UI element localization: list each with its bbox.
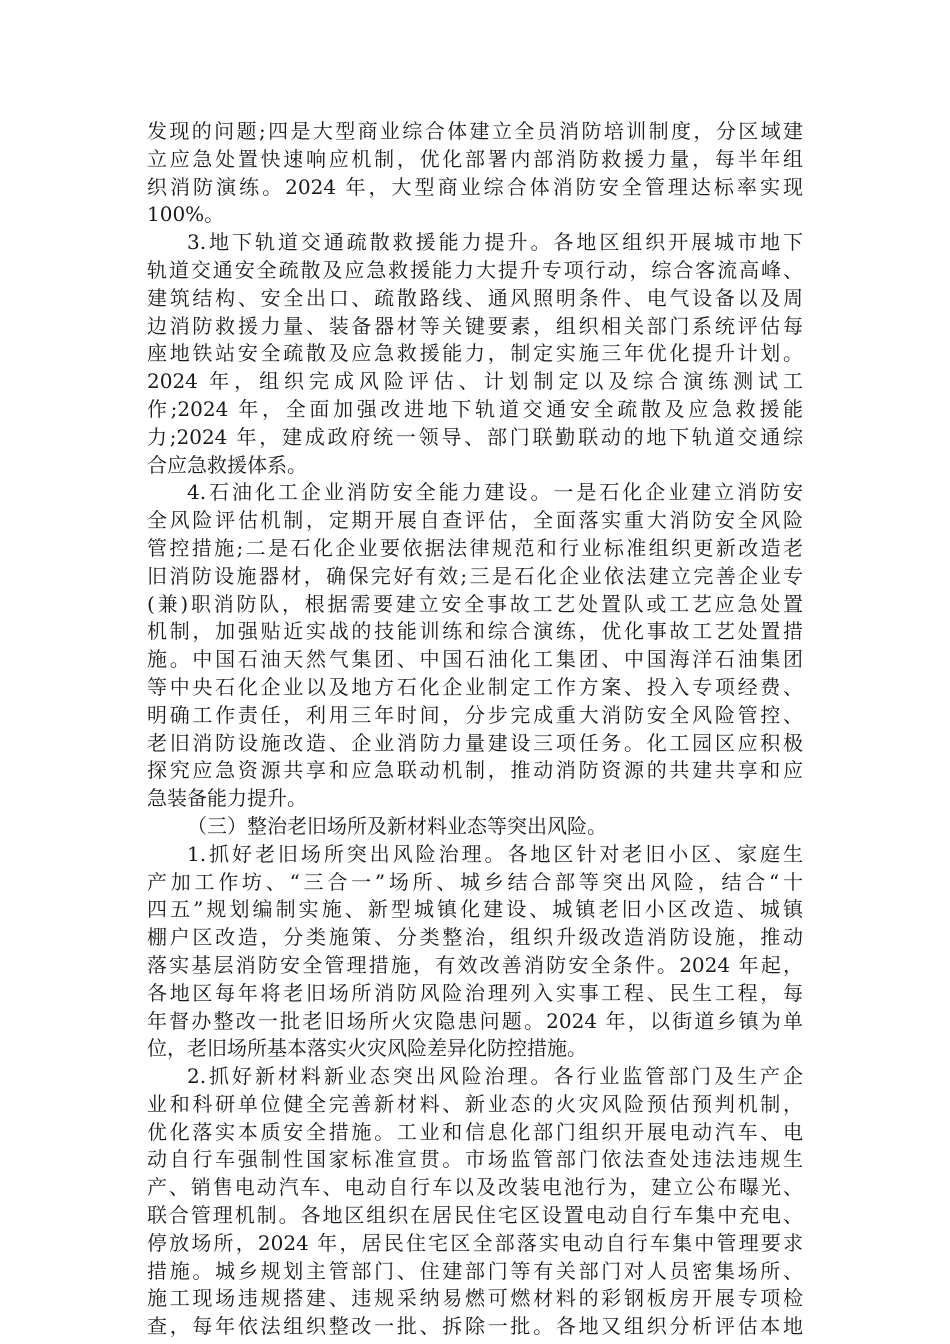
text-line: （三）整治老旧场所及新材料业态等突出风险。 — [187, 813, 607, 838]
text-line: 优化落实本质安全措施。工业和信息化部门组织开展电动汽车、电 — [147, 1119, 803, 1144]
text-line: 发现的问题;四是大型商业综合体建立全员消防培训制度，分区域建 — [147, 119, 803, 143]
text-line: 100%。 — [147, 202, 225, 227]
text-line: 联合管理机制。各地区组织在居民住宅区设置电动自行车集中充电、 — [147, 1203, 803, 1228]
text-line: 四五”规划编制实施、新型城镇化建设、城镇老旧小区改造、城镇 — [147, 897, 803, 922]
text-line: 探究应急资源共享和应急联动机制，推动消防资源的共建共享和应 — [147, 758, 803, 783]
text-line: (兼)职消防队，根据需要建立安全事故工艺处置队或工艺应急处置 — [147, 591, 803, 616]
text-line: 作;2024 年，全面加强改进地下轨道交通安全疏散及应急救援能 — [147, 396, 803, 421]
text-line: 急装备能力提升。 — [147, 786, 307, 811]
document-page — [147, 118, 803, 1341]
text-line: 全风险评估机制，定期开展自查评估，全面落实重大消防安全风险 — [147, 508, 803, 533]
text-line: 2024 年，组织完成风险评估、计划制定以及综合演练测试工 — [147, 369, 803, 394]
text-line: 查，每年依法组织整改一批、拆除一批。各地又组织分析评估本地 — [147, 1314, 803, 1339]
text-line: 立应急处置快速响应机制，优化部署内部消防救援力量，每半年组 — [147, 146, 803, 171]
text-line: 位，老旧场所基本落实火灾风险差异化防控措施。 — [147, 1036, 587, 1061]
text-line: 年督办整改一批老旧场所火灾隐患问题。2024 年，以街道乡镇为单 — [147, 1008, 803, 1033]
text-line: 合应急救援体系。 — [147, 452, 307, 477]
text-line: 3.地下轨道交通疏散救援能力提升。各地区组织开展城市地下 — [187, 230, 803, 255]
text-line: 轨道交通安全疏散及应急救援能力大提升专项行动，综合客流高峰、 — [147, 257, 803, 282]
text-line: 棚户区改造，分类施策、分类整治，组织升级改造消防设施，推动 — [147, 925, 803, 950]
text-line: 产、销售电动汽车、电动自行车以及改装电池行为，建立公布曝光、 — [147, 1175, 803, 1200]
text-line: 织消防演练。2024 年，大型商业综合体消防安全管理达标率实现 — [147, 174, 803, 199]
text-line: 措施。城乡规划主管部门、住建部门等有关部门对人员密集场所、 — [147, 1258, 803, 1283]
text-line: 机制，加强贴近实战的技能训练和综合演练，优化事故工艺处置措 — [147, 619, 803, 644]
text-line: 动自行车强制性国家标准宣贯。市场监管部门依法查处违法违规生 — [147, 1147, 803, 1172]
text-line: 落实基层消防安全管理措施，有效改善消防安全条件。2024 年起， — [147, 952, 803, 977]
text-line: 停放场所，2024 年，居民住宅区全部落实电动自行车集中管理要求 — [147, 1230, 803, 1255]
text-line: 座地铁站安全疏散及应急救援能力，制定实施三年优化提升计划。 — [147, 341, 803, 366]
text-line: 施工现场违规搭建、违规采纳易燃可燃材料的彩钢板房开展专项检 — [147, 1286, 803, 1311]
text-line: 老旧消防设施改造、企业消防力量建设三项任务。化工园区应积极 — [147, 730, 803, 755]
text-line: 4.石油化工企业消防安全能力建设。一是石化企业建立消防安 — [187, 480, 803, 505]
text-line: 施。中国石油天然气集团、中国石油化工集团、中国海洋石油集团 — [147, 647, 803, 672]
text-line: 力;2024 年，建成政府统一领导、部门联勤联动的地下轨道交通综 — [147, 424, 803, 449]
text-line: 业和科研单位健全完善新材料、新业态的火灾风险预估预判机制， — [147, 1091, 803, 1116]
text-line: 等中央石化企业以及地方石化企业制定工作方案、投入专项经费、 — [147, 674, 803, 699]
text-line: 2.抓好新材料新业态突出风险治理。各行业监管部门及生产企 — [187, 1064, 803, 1089]
text-line: 明确工作责任，利用三年时间，分步完成重大消防安全风险管控、 — [147, 702, 803, 727]
text-line: 1.抓好老旧场所突出风险治理。各地区针对老旧小区、家庭生 — [187, 841, 803, 866]
text-line: 管控措施;二是石化企业要依据法律规范和行业标准组织更新改造老 — [147, 535, 803, 560]
text-line: 旧消防设施器材，确保完好有效;三是石化企业依法建立完善企业专 — [147, 563, 803, 588]
text-line: 各地区每年将老旧场所消防风险治理列入实事工程、民生工程，每 — [147, 980, 803, 1005]
text-line: 产加工作坊、“三合一”场所、城乡结合部等突出风险，结合“十 — [147, 869, 803, 894]
text-line: 建筑结构、安全出口、疏散路线、通风照明条件、电气设备以及周 — [147, 285, 803, 310]
text-line: 边消防救援力量、装备器材等关键要素，组织相关部门系统评估每 — [147, 313, 803, 338]
